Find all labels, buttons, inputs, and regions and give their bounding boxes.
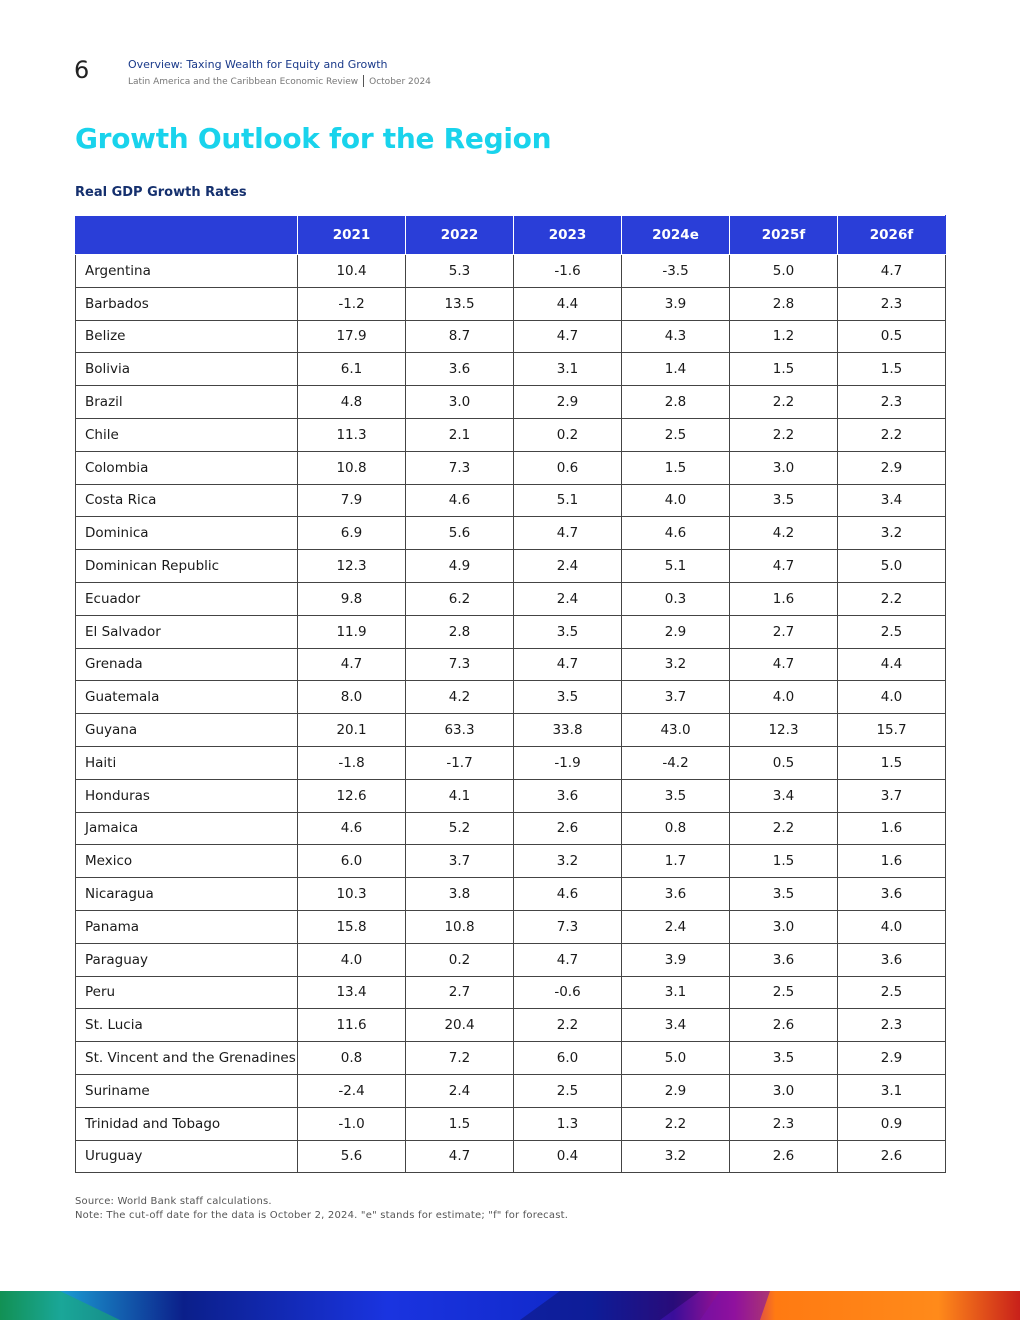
- value-cell: 1.6: [730, 582, 838, 615]
- publication-name: Latin America and the Caribbean Economic Review: [128, 77, 359, 87]
- value-cell: 6.2: [406, 582, 514, 615]
- value-cell: 4.1: [406, 779, 514, 812]
- value-cell: 1.5: [730, 845, 838, 878]
- value-cell: 3.5: [730, 878, 838, 911]
- value-cell: 0.3: [622, 582, 730, 615]
- country-cell: Paraguay: [76, 943, 298, 976]
- value-cell: 2.2: [838, 418, 946, 451]
- value-cell: 0.6: [514, 451, 622, 484]
- value-cell: 2.2: [730, 812, 838, 845]
- gdp-growth-table: [75, 215, 946, 1173]
- value-cell: 11.9: [298, 615, 406, 648]
- value-cell: 0.5: [838, 320, 946, 353]
- value-cell: 3.5: [730, 1042, 838, 1075]
- value-cell: 2.2: [838, 582, 946, 615]
- page-number: 6: [74, 56, 90, 84]
- table-row: [76, 484, 946, 517]
- value-cell: 8.7: [406, 320, 514, 353]
- value-cell: 3.5: [730, 484, 838, 517]
- column-header-2026f: 2026f: [838, 216, 946, 255]
- country-cell: Colombia: [76, 451, 298, 484]
- value-cell: 4.0: [298, 943, 406, 976]
- country-cell: Guatemala: [76, 681, 298, 714]
- value-cell: 4.7: [838, 255, 946, 288]
- value-cell: 4.8: [298, 386, 406, 419]
- country-cell: Dominica: [76, 517, 298, 550]
- value-cell: 4.6: [514, 878, 622, 911]
- value-cell: 3.0: [730, 910, 838, 943]
- value-cell: 3.4: [838, 484, 946, 517]
- country-cell: Honduras: [76, 779, 298, 812]
- value-cell: 6.9: [298, 517, 406, 550]
- value-cell: 2.5: [622, 418, 730, 451]
- country-cell: Guyana: [76, 714, 298, 747]
- value-cell: 2.9: [838, 1042, 946, 1075]
- table-row: [76, 976, 946, 1009]
- section-title: Growth Outlook for the Region: [75, 122, 552, 155]
- value-cell: 3.2: [838, 517, 946, 550]
- value-cell: 4.7: [730, 550, 838, 583]
- value-cell: 15.7: [838, 714, 946, 747]
- value-cell: 2.6: [838, 1140, 946, 1173]
- value-cell: 6.0: [514, 1042, 622, 1075]
- value-cell: -4.2: [622, 746, 730, 779]
- value-cell: 3.6: [514, 779, 622, 812]
- source-note: Source: World Bank staff calculations.: [75, 1196, 272, 1207]
- data-note: Note: The cut-off date for the data is October 2, 2024. "e" stands for estimate; "f" for forecast.: [75, 1210, 569, 1221]
- table-row: [76, 1009, 946, 1042]
- value-cell: 7.9: [298, 484, 406, 517]
- value-cell: 3.7: [838, 779, 946, 812]
- value-cell: -3.5: [622, 255, 730, 288]
- table-row: [76, 878, 946, 911]
- value-cell: 3.9: [622, 943, 730, 976]
- running-header-title: Overview: Taxing Wealth for Equity and Growth: [128, 58, 388, 71]
- value-cell: 9.8: [298, 582, 406, 615]
- value-cell: 0.8: [298, 1042, 406, 1075]
- value-cell: 0.8: [622, 812, 730, 845]
- value-cell: 1.5: [838, 353, 946, 386]
- value-cell: 5.0: [622, 1042, 730, 1075]
- table-body: [76, 255, 946, 1173]
- value-cell: 7.2: [406, 1042, 514, 1075]
- value-cell: 3.0: [730, 1074, 838, 1107]
- country-cell: Uruguay: [76, 1140, 298, 1173]
- value-cell: 2.2: [730, 386, 838, 419]
- value-cell: 2.2: [730, 418, 838, 451]
- value-cell: 7.3: [514, 910, 622, 943]
- value-cell: 3.8: [406, 878, 514, 911]
- country-cell: Dominican Republic: [76, 550, 298, 583]
- value-cell: 2.5: [838, 615, 946, 648]
- value-cell: 3.1: [622, 976, 730, 1009]
- value-cell: 0.2: [514, 418, 622, 451]
- value-cell: 4.7: [514, 943, 622, 976]
- value-cell: 5.6: [406, 517, 514, 550]
- value-cell: 3.6: [730, 943, 838, 976]
- country-cell: St. Vincent and the Grenadines: [76, 1042, 298, 1075]
- value-cell: 2.1: [406, 418, 514, 451]
- value-cell: 3.9: [622, 287, 730, 320]
- value-cell: 3.5: [622, 779, 730, 812]
- value-cell: 1.5: [730, 353, 838, 386]
- value-cell: 2.5: [730, 976, 838, 1009]
- value-cell: 11.3: [298, 418, 406, 451]
- value-cell: 2.7: [730, 615, 838, 648]
- value-cell: -1.7: [406, 746, 514, 779]
- value-cell: 3.5: [514, 615, 622, 648]
- value-cell: 2.6: [730, 1009, 838, 1042]
- value-cell: 20.1: [298, 714, 406, 747]
- value-cell: 2.3: [838, 1009, 946, 1042]
- value-cell: 4.7: [514, 320, 622, 353]
- value-cell: 3.2: [622, 1140, 730, 1173]
- value-cell: 5.3: [406, 255, 514, 288]
- value-cell: 1.2: [730, 320, 838, 353]
- value-cell: 3.1: [838, 1074, 946, 1107]
- country-cell: Belize: [76, 320, 298, 353]
- value-cell: 3.0: [730, 451, 838, 484]
- country-cell: Chile: [76, 418, 298, 451]
- value-cell: 12.3: [730, 714, 838, 747]
- table-row: [76, 1074, 946, 1107]
- value-cell: -0.6: [514, 976, 622, 1009]
- column-header-2022: 2022: [406, 216, 514, 255]
- value-cell: 4.6: [622, 517, 730, 550]
- value-cell: 3.7: [406, 845, 514, 878]
- value-cell: 0.2: [406, 943, 514, 976]
- value-cell: 2.8: [622, 386, 730, 419]
- table-row: [76, 1107, 946, 1140]
- value-cell: 2.2: [622, 1107, 730, 1140]
- value-cell: 2.8: [730, 287, 838, 320]
- value-cell: 1.6: [838, 812, 946, 845]
- table-row: [76, 1042, 946, 1075]
- header-divider: [363, 75, 364, 87]
- value-cell: -1.0: [298, 1107, 406, 1140]
- value-cell: 1.5: [838, 746, 946, 779]
- value-cell: 4.9: [406, 550, 514, 583]
- running-header-subtitle: [128, 75, 431, 87]
- country-cell: El Salvador: [76, 615, 298, 648]
- table-row: [76, 550, 946, 583]
- value-cell: 2.4: [514, 582, 622, 615]
- column-header-2023: 2023: [514, 216, 622, 255]
- value-cell: 10.3: [298, 878, 406, 911]
- country-cell: Haiti: [76, 746, 298, 779]
- value-cell: 10.4: [298, 255, 406, 288]
- value-cell: 1.3: [514, 1107, 622, 1140]
- value-cell: 2.6: [514, 812, 622, 845]
- value-cell: 1.4: [622, 353, 730, 386]
- value-cell: 4.7: [730, 648, 838, 681]
- value-cell: -1.2: [298, 287, 406, 320]
- table-row: [76, 418, 946, 451]
- table-row: [76, 386, 946, 419]
- value-cell: 1.5: [622, 451, 730, 484]
- value-cell: 33.8: [514, 714, 622, 747]
- value-cell: 4.7: [514, 648, 622, 681]
- publication-date: October 2024: [369, 77, 431, 87]
- value-cell: 2.2: [514, 1009, 622, 1042]
- value-cell: 2.9: [622, 615, 730, 648]
- value-cell: 2.9: [838, 451, 946, 484]
- value-cell: 5.1: [622, 550, 730, 583]
- value-cell: 2.9: [622, 1074, 730, 1107]
- column-header-2024e: 2024e: [622, 216, 730, 255]
- country-cell: Ecuador: [76, 582, 298, 615]
- table-row: [76, 845, 946, 878]
- table-row: [76, 812, 946, 845]
- country-cell: Argentina: [76, 255, 298, 288]
- value-cell: 2.7: [406, 976, 514, 1009]
- table-row: [76, 451, 946, 484]
- value-cell: 3.2: [622, 648, 730, 681]
- value-cell: 4.7: [514, 517, 622, 550]
- value-cell: 4.0: [622, 484, 730, 517]
- value-cell: 0.4: [514, 1140, 622, 1173]
- country-cell: Peru: [76, 976, 298, 1009]
- value-cell: 4.2: [406, 681, 514, 714]
- table-header-row: [76, 216, 946, 255]
- value-cell: 4.0: [730, 681, 838, 714]
- table-row: [76, 779, 946, 812]
- country-cell: Grenada: [76, 648, 298, 681]
- value-cell: 11.6: [298, 1009, 406, 1042]
- country-cell: Brazil: [76, 386, 298, 419]
- value-cell: 2.5: [838, 976, 946, 1009]
- value-cell: 7.3: [406, 648, 514, 681]
- value-cell: 3.4: [622, 1009, 730, 1042]
- value-cell: 13.5: [406, 287, 514, 320]
- country-cell: Bolivia: [76, 353, 298, 386]
- table-row: [76, 615, 946, 648]
- value-cell: 2.5: [514, 1074, 622, 1107]
- value-cell: 3.6: [838, 878, 946, 911]
- country-cell: Panama: [76, 910, 298, 943]
- country-cell: St. Lucia: [76, 1009, 298, 1042]
- value-cell: 3.5: [514, 681, 622, 714]
- value-cell: 2.3: [838, 287, 946, 320]
- value-cell: 17.9: [298, 320, 406, 353]
- country-cell: Barbados: [76, 287, 298, 320]
- value-cell: 12.6: [298, 779, 406, 812]
- value-cell: 3.0: [406, 386, 514, 419]
- value-cell: 4.2: [730, 517, 838, 550]
- value-cell: 1.7: [622, 845, 730, 878]
- value-cell: 2.3: [838, 386, 946, 419]
- column-header-2025f: 2025f: [730, 216, 838, 255]
- table-row: [76, 681, 946, 714]
- value-cell: 5.0: [838, 550, 946, 583]
- table-row: [76, 1140, 946, 1173]
- value-cell: 6.1: [298, 353, 406, 386]
- value-cell: 5.1: [514, 484, 622, 517]
- value-cell: 4.6: [406, 484, 514, 517]
- value-cell: 0.9: [838, 1107, 946, 1140]
- value-cell: 2.8: [406, 615, 514, 648]
- value-cell: 2.3: [730, 1107, 838, 1140]
- country-cell: Nicaragua: [76, 878, 298, 911]
- value-cell: 4.7: [406, 1140, 514, 1173]
- table-row: [76, 910, 946, 943]
- value-cell: 4.7: [298, 648, 406, 681]
- value-cell: 15.8: [298, 910, 406, 943]
- value-cell: 3.6: [838, 943, 946, 976]
- value-cell: 13.4: [298, 976, 406, 1009]
- value-cell: 2.6: [730, 1140, 838, 1173]
- value-cell: 2.4: [406, 1074, 514, 1107]
- value-cell: 5.6: [298, 1140, 406, 1173]
- country-cell: Suriname: [76, 1074, 298, 1107]
- value-cell: 4.4: [514, 287, 622, 320]
- table-row: [76, 714, 946, 747]
- value-cell: 10.8: [406, 910, 514, 943]
- value-cell: 4.0: [838, 910, 946, 943]
- value-cell: 3.4: [730, 779, 838, 812]
- value-cell: 1.6: [838, 845, 946, 878]
- value-cell: 4.0: [838, 681, 946, 714]
- value-cell: 2.9: [514, 386, 622, 419]
- value-cell: 4.4: [838, 648, 946, 681]
- value-cell: 3.6: [406, 353, 514, 386]
- value-cell: 5.2: [406, 812, 514, 845]
- table-row: [76, 287, 946, 320]
- value-cell: 63.3: [406, 714, 514, 747]
- value-cell: 3.7: [622, 681, 730, 714]
- value-cell: 43.0: [622, 714, 730, 747]
- table-caption: Real GDP Growth Rates: [75, 185, 247, 200]
- value-cell: 8.0: [298, 681, 406, 714]
- value-cell: -2.4: [298, 1074, 406, 1107]
- table-row: [76, 255, 946, 288]
- country-cell: Trinidad and Tobago: [76, 1107, 298, 1140]
- table-row: [76, 746, 946, 779]
- country-cell: Mexico: [76, 845, 298, 878]
- value-cell: 20.4: [406, 1009, 514, 1042]
- country-cell: Jamaica: [76, 812, 298, 845]
- value-cell: 10.8: [298, 451, 406, 484]
- value-cell: 3.1: [514, 353, 622, 386]
- country-cell: Costa Rica: [76, 484, 298, 517]
- value-cell: 12.3: [298, 550, 406, 583]
- value-cell: -1.9: [514, 746, 622, 779]
- value-cell: -1.6: [514, 255, 622, 288]
- value-cell: 3.6: [622, 878, 730, 911]
- value-cell: 4.6: [298, 812, 406, 845]
- table-row: [76, 943, 946, 976]
- value-cell: 4.3: [622, 320, 730, 353]
- table-row: [76, 353, 946, 386]
- value-cell: 1.5: [406, 1107, 514, 1140]
- value-cell: 3.2: [514, 845, 622, 878]
- value-cell: 2.4: [622, 910, 730, 943]
- table-row: [76, 648, 946, 681]
- value-cell: 2.4: [514, 550, 622, 583]
- table-row: [76, 517, 946, 550]
- value-cell: 6.0: [298, 845, 406, 878]
- column-header-country: [76, 216, 298, 255]
- table-row: [76, 582, 946, 615]
- column-header-2021: 2021: [298, 216, 406, 255]
- value-cell: -1.8: [298, 746, 406, 779]
- value-cell: 7.3: [406, 451, 514, 484]
- value-cell: 5.0: [730, 255, 838, 288]
- decorative-color-band: [0, 1291, 1020, 1320]
- table-row: [76, 320, 946, 353]
- value-cell: 0.5: [730, 746, 838, 779]
